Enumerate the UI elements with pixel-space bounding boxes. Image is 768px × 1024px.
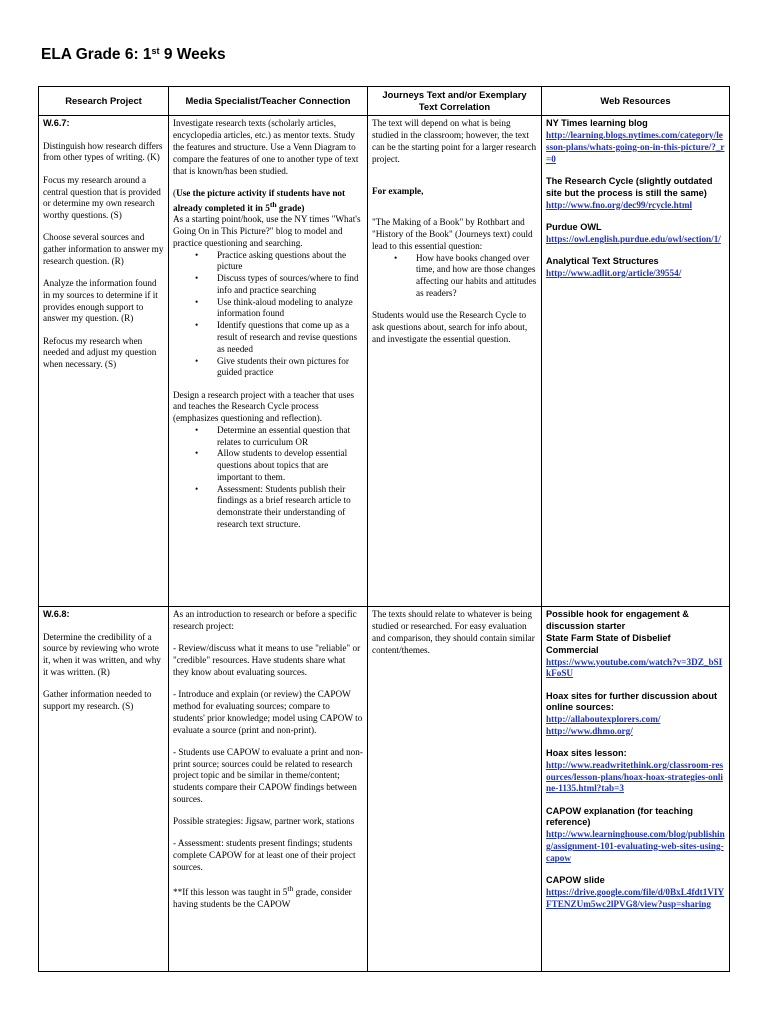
- list-item: • Identify questions that come up as a result of research and revise questions as needed: [217, 320, 363, 355]
- resource-link[interactable]: http://www.adlit.org/article/39554/: [546, 267, 682, 278]
- resource-link[interactable]: https://owl.english.purdue.edu/owl/section/1/: [546, 233, 721, 244]
- grade-note: **If this lesson was taught in 5th grade, consider having students be the CAPOW: [173, 884, 352, 910]
- lesson-step: As an introduction to research or before a specific research project:: [173, 609, 357, 632]
- correlation-text: The text will depend on what is being studied in the classroom; however, the text can be the starting point for a larger research project.: [372, 118, 537, 164]
- resource-link[interactable]: http://www.dhmo.org/: [546, 725, 633, 736]
- list-item: • Determine an essential question that relates to curriculum OR: [217, 425, 363, 449]
- learning-target: Choose several sources and gather information to answer my research question. (R): [43, 232, 164, 266]
- resource-label: Possible hook for engagement & discussion starter: [546, 609, 689, 632]
- web-resources-cell: [542, 116, 730, 607]
- learning-target: Refocus my research when needed and adjust my question when necessary. (S): [43, 335, 157, 370]
- curriculum-table: [38, 86, 730, 972]
- list-item: • Discuss types of sources/where to find info and practice searching: [217, 273, 363, 297]
- design-text: Design a research project with a teacher that uses and teaches the Research Cycle process (emphasizes questioning and reflection).: [173, 389, 355, 424]
- header-web-resources: Web Resources: [542, 87, 730, 116]
- lesson-step: Possible strategies: Jigsaw, partner work, stations: [173, 816, 355, 827]
- resource-label: Hoax sites lesson:: [546, 748, 627, 759]
- header-row: [39, 87, 730, 116]
- picture-note: (Use the picture activity if students have not already completed it in 5th grade): [173, 187, 346, 213]
- list-item: • How have books changed over time, and how are those changes affecting our habits and attitudes as readers?: [416, 253, 537, 300]
- list-item: • Assessment: Students publish their findings as a brief research article to demonstrate their understanding of research text structure.: [217, 484, 363, 531]
- lesson-step: - Review/discuss what it means to use "reliable" or "credible" resources. Have students share what they know about evaluating sources.: [173, 643, 361, 677]
- media-specialist-cell: [169, 607, 368, 972]
- activity-text: As a starting point/hook, use the NY times "What's Going On in This Picture?" blog to model and practice questioning and searching.: [173, 214, 361, 248]
- standard-label: W.6.7:: [43, 118, 70, 129]
- journeys-text-cell: [368, 116, 542, 607]
- resource-label: Purdue OWL: [546, 221, 602, 232]
- resource-link[interactable]: http://www.readwritethink.org/classroom-resources/lesson-plans/hoax-hoax-strategies-online-1135.html?tab=3: [546, 759, 724, 794]
- learning-target: Analyze the information found in my sources to determine if it provides enough support to answer my question. (R): [43, 278, 158, 324]
- research-project-cell: [39, 607, 169, 972]
- list-item: • Practice asking questions about the picture: [217, 250, 363, 274]
- resource-link[interactable]: https://www.youtube.com/watch?v=3DZ_bSIkFoSU: [546, 656, 723, 679]
- resource-link[interactable]: https://drive.google.com/file/d/0BxL4fdt1VIYFTENZUm5wc2lPVG8/view?usp=sharing: [546, 886, 725, 909]
- example-label: For example,: [372, 185, 424, 196]
- resource-label: CAPOW explanation (for teaching reference): [546, 805, 694, 828]
- learning-target: Focus my research around a central question that is provided or determine my own research worthy questions. (S): [43, 174, 161, 221]
- list-item: • Allow students to develop essential questions about topics that are important to them.: [217, 448, 363, 483]
- resource-link[interactable]: http://allaboutexplorers.com/: [546, 714, 661, 725]
- resource-link[interactable]: http://www.learninghouse.com/blog/publishing/assignment-101-evaluating-web-sites-using-capow: [546, 829, 725, 863]
- learning-target: Gather information needed to support my research. (S): [43, 689, 152, 712]
- resource-label: NY Times learning blog: [546, 118, 648, 129]
- web-resources-cell: [542, 607, 730, 972]
- table-row: [39, 116, 730, 607]
- journeys-text-cell: [368, 607, 542, 972]
- header-research-project: Research Project: [39, 87, 169, 116]
- learning-target: Determine the credibility of a source by reviewing who wrote it, when it was written, and why it was written. (R): [43, 631, 161, 677]
- resource-label: CAPOW slide: [546, 874, 605, 885]
- list-item: • Give students their own pictures for guided practice: [217, 356, 363, 380]
- learning-target: Distinguish how research differs from other types of writing. (K): [43, 140, 163, 163]
- page-title: ELA Grade 6: 1st 9 Weeks: [41, 46, 226, 63]
- table-row: [39, 607, 730, 972]
- header-media-specialist: Media Specialist/Teacher Connection: [169, 87, 368, 116]
- bullet-list: [217, 250, 363, 379]
- resource-link[interactable]: http://learning.blogs.nytimes.com/category/lesson-plans/whats-going-on-in-this-picture/?_r=0: [546, 130, 725, 164]
- research-project-cell: [39, 116, 169, 607]
- standard-label: W.6.8:: [43, 609, 70, 620]
- list-item: • Use think-aloud modeling to analyze information found: [217, 297, 363, 321]
- bullet-list: [217, 425, 363, 531]
- lesson-step: - Assessment: students present findings; students complete CAPOW for at least one of their project sources.: [173, 838, 356, 872]
- header-journeys-text: Journeys Text and/or Exemplary Text Correlation: [368, 87, 542, 116]
- lesson-step: - Introduce and explain (or review) the CAPOW method for evaluating sources; compare to students' prior knowledge; model using CAPOW to evaluate a source (print and non-print).: [173, 689, 363, 735]
- intro-text: Investigate research texts (scholarly articles, encyclopedia articles, etc.) as mentor texts. Study the features and structure. Use a Venn Diagram to compare the features of one to another type of text that is known/has been studied.: [173, 118, 359, 176]
- lesson-step: - Students use CAPOW to evaluate a print and non-print source; sources could be related to research project topic and be similar in theme/content; students compare their CAPOW findings between sources.: [173, 746, 363, 804]
- cycle-text: Students would use the Research Cycle to ask questions about, search for info about, and investigate the essential question.: [372, 310, 528, 344]
- example-text: "The Making of a Book" by Rothbart and "History of the Book" (Journeys text) could lead to this essential question:: [372, 217, 533, 251]
- resource-label: The Research Cycle (slightly outdated site but the process is still the same): [546, 176, 713, 198]
- resource-label: Analytical Text Structures: [546, 255, 659, 266]
- resource-link[interactable]: http://www.fno.org/dec99/rcycle.html: [546, 199, 693, 210]
- media-specialist-cell: [169, 116, 368, 607]
- bullet-list: [416, 253, 537, 300]
- correlation-text: The texts should relate to whatever is being studied or researched. For easy evaluation and comparison, they should contain similar content/themes.: [372, 609, 535, 655]
- resource-label: Hoax sites for further discussion about online sources:: [546, 690, 718, 713]
- resource-sublabel: State Farm State of Disbelief Commercial: [546, 632, 671, 655]
